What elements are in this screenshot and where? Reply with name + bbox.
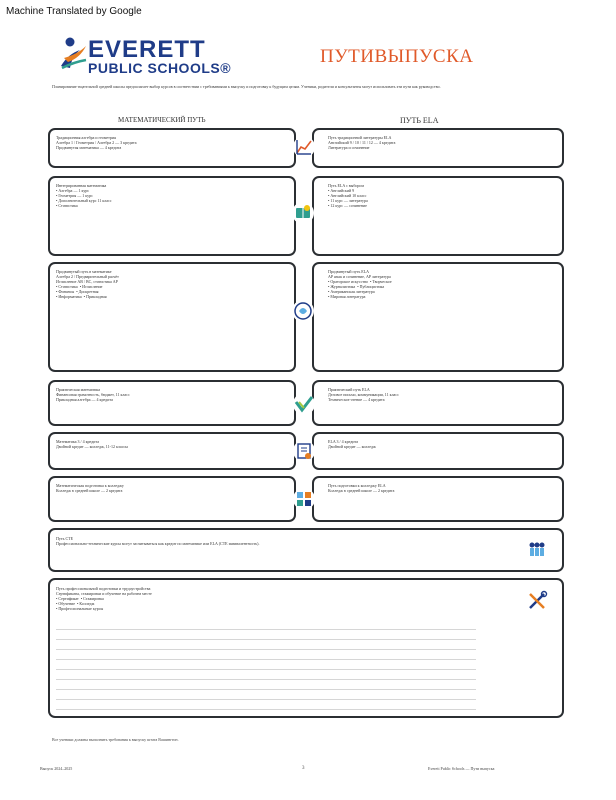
people-icon	[526, 538, 548, 560]
chart-icon	[293, 136, 315, 158]
math-box-text: Математика 3 / 4 кредита Двойной кредит — колледж, 11-12 классы	[56, 439, 128, 449]
page-number: 3	[302, 766, 305, 771]
cte-box	[48, 528, 564, 572]
ela-box-text: Путь ELA с выбором • Английский 9 • Английский 10 класс • 11 курс — литература • 12 курс — сочинение	[328, 183, 368, 208]
cte-box-text: Путь CTE Профессионально-технические курсы могут засчитываться как кредит по математике или ELA (CTE эквивалентность).	[56, 536, 260, 546]
math-box	[48, 380, 296, 426]
math-box-text: Традиционная алгебра и геометрия Алгебра 1 / Геометрия / Алгебра 2 — 3 кредита Продвинутая математика — 4 кредита	[56, 135, 137, 150]
logo-icon	[58, 36, 88, 72]
ela-box	[312, 262, 564, 372]
logo-line1: EVERETT	[88, 36, 206, 63]
ela-box	[312, 176, 564, 256]
intro-text: Планирование тщательной средней школы предполагает выбор курсов в соответствии с требованиями к выпуску и подготовку к будущим целям. Ученики, родители и консультанты могут использовать эти пути как руководство.	[52, 84, 441, 89]
machine-translated-label: Machine Translated by Google	[6, 6, 142, 17]
ela-box-text: Путь традиционной литературы ELA Английский 9 / 10 / 11 / 12 — 4 кредита Литература и сочинение	[328, 135, 396, 150]
math-box-text: Практическая математика Финансовая грамотность, бюджет, 11 класс Прикладная алгебра — 4 кредита	[56, 387, 130, 402]
ela-box	[312, 476, 564, 522]
form-lines	[56, 620, 476, 710]
ela-box-text: Продвинутый путь ELA AP язык и сочинение, AP литература • Ораторское искусство • Творческое • Журналистика • Публицистика • Американская литература • Мировая литература	[328, 269, 392, 299]
footer-right: Everett Public Schools — Пути выпуска	[428, 766, 495, 771]
ela-box	[312, 380, 564, 426]
math-box	[48, 432, 296, 470]
logo-line2: PUBLIC SCHOOLS®	[88, 60, 232, 76]
math-box-text: Интегрированная математика • Алгебра — 1 курс • Геометрия — 1 курс • Дополнительный курс 11 класс • Статистика	[56, 183, 112, 208]
grid-icon	[293, 488, 315, 510]
math-box	[48, 176, 296, 256]
math-box	[48, 262, 296, 372]
footer-left: Выпуск 2024–2025	[40, 766, 73, 771]
tools-icon	[526, 590, 548, 612]
ela-box-text: ELA 3 / 4 кредита Двойной кредит — колледж	[328, 439, 376, 449]
page-title: ПУТИВЫПУСКА	[320, 46, 474, 67]
math-box	[48, 128, 296, 168]
math-heading: МАТЕМАТИЧЕСКИЙ ПУТЬ	[118, 116, 206, 124]
math-box-text: Математическая подготовка к колледжу Колледж в средней школе — 2 кредита	[56, 483, 124, 493]
ela-box	[312, 432, 564, 470]
career-box	[48, 578, 564, 718]
book-icon	[292, 202, 314, 224]
ela-box-text: Путь подготовки к колледжу ELA Колледж в средней школе — 2 кредита	[328, 483, 395, 493]
ela-heading: ПУТЬ ELA	[400, 116, 439, 125]
footnote: Все ученики должны выполнить требования к выпуску штата Вашингтон.	[52, 737, 179, 742]
certificate-icon	[293, 440, 315, 462]
math-box-text: Продвинутый путь в математике Алгебра 2 / Предварительный расчёт Исчисление AB / BC, статистика AP • Статистика • Исчисление • Финансы • Дискретная • Информатика • Прикладная	[56, 269, 119, 299]
ela-box	[312, 128, 564, 168]
career-box-text: Путь профессиональной подготовки и трудоустройства Сертификаты, стажировки и обучение на рабочем месте • Сертификат • Стажировка • Обучение • Колледж • Профессиональные курсы	[56, 586, 152, 611]
math-box	[48, 476, 296, 522]
checkmark-icon	[293, 393, 315, 415]
brain-icon	[292, 300, 314, 322]
ela-box-text: Практический путь ELA Деловое письмо, коммуникации, 11 класс Техническое чтение — 4 кредита	[328, 387, 399, 402]
